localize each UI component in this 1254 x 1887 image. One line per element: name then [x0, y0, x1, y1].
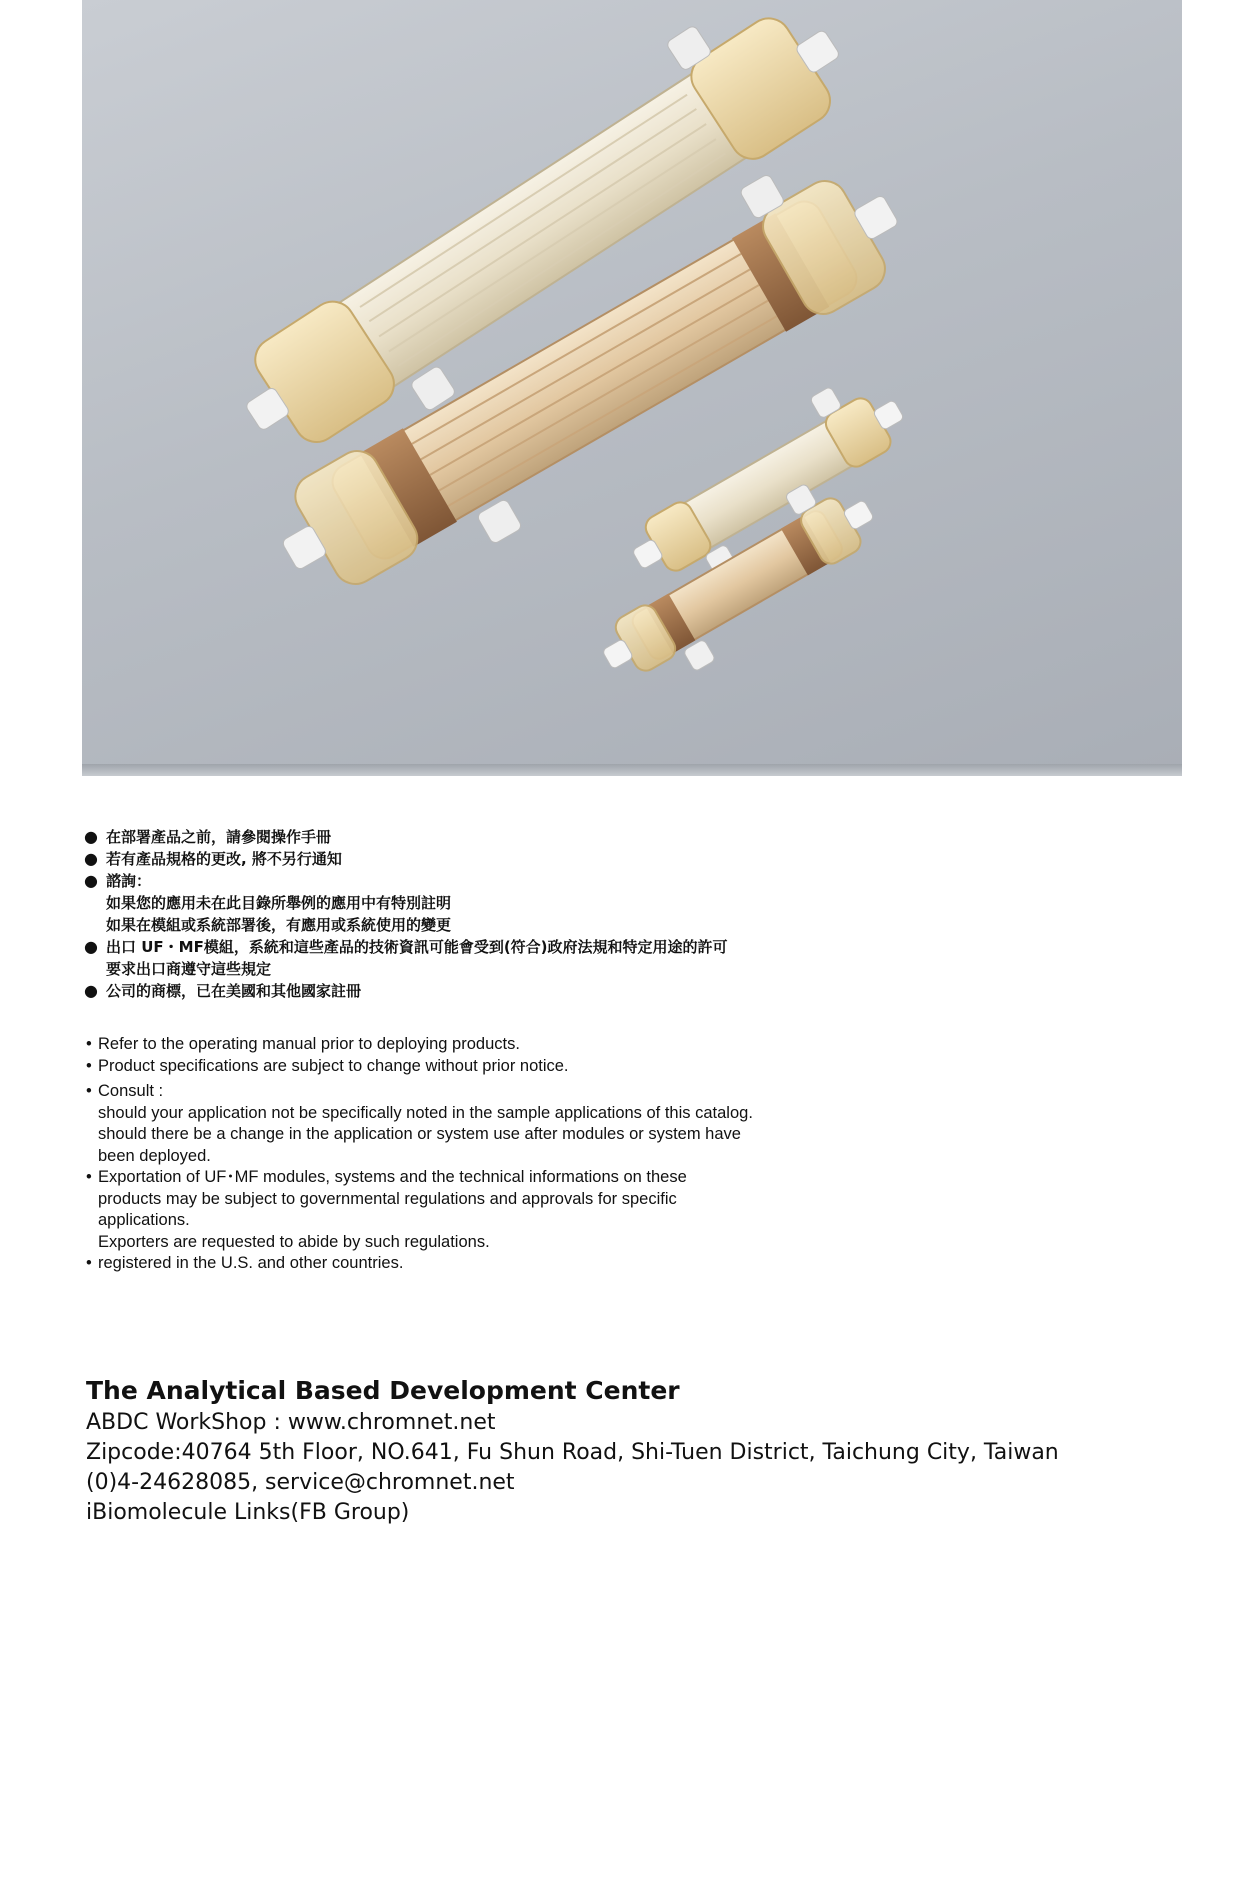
bullet-icon: • — [86, 1168, 92, 1186]
bullet-icon: ● — [84, 849, 98, 868]
zh-note-5: ● 公司的商標，已在美國和其他國家註冊 — [84, 981, 362, 1000]
bullet-icon: ● — [84, 981, 98, 1000]
zh-note-1: ● 在部署產品之前，請參閱操作手冊 — [84, 827, 332, 846]
bullet-icon: ● — [84, 871, 98, 890]
zh-note-4: ● 出口 UF・MF模組，系統和這些產品的技術資訊可能會受到(符合)政府法規和特定用途的許可 — [84, 937, 728, 956]
en-note-2: • Product specifications are subject to change without prior notice. — [86, 1056, 753, 1078]
bullet-icon: • — [86, 1056, 92, 1075]
bullet-icon: • — [86, 1082, 92, 1100]
workshop-line: ABDC WorkShop : www.chromnet.net — [86, 1410, 496, 1435]
zh-note-3: ● 諮詢： — [84, 871, 152, 890]
chinese-notes — [84, 826, 728, 1002]
contact-footer — [86, 1374, 1059, 1528]
zh-note-3-sub-2: 如果在模組或系統部署後，有應用或系統使用的變更 — [106, 916, 452, 934]
photo-bottom-edge — [82, 764, 1182, 776]
address-line: Zipcode:40764 5th Floor, NO.641, Fu Shun Road, Shi-Tuen District, Taichung City, Taiwan — [86, 1440, 1059, 1465]
en-note-3-sub-3: been deployed. — [98, 1146, 211, 1165]
bullet-icon: • — [86, 1254, 92, 1272]
organization-title: The Analytical Based Development Center — [86, 1376, 680, 1405]
en-note-3-sub-2: should there be a change in the application or system use after modules or system have — [98, 1125, 741, 1143]
en-note-4: • Exportation of UF･MF modules, systems and the technical informations on these — [86, 1167, 753, 1189]
english-notes — [86, 1034, 753, 1275]
bullet-icon: ● — [84, 937, 98, 956]
product-photo — [82, 0, 1182, 776]
en-note-5: • registered in the U.S. and other countries. — [86, 1253, 753, 1275]
zh-note-3-sub-1: 如果您的應用未在此目錄所舉例的應用中有特別註明 — [106, 894, 452, 912]
en-note-4-sub-1: products may be subject to governmental regulations and approvals for specific — [98, 1189, 677, 1208]
zh-note-4-sub: 要求出口商遵守這些規定 — [106, 960, 272, 978]
en-note-3-sub-1: should your application not be specifically noted in the sample applications of this catalog. — [98, 1103, 753, 1122]
bullet-icon: • — [86, 1035, 92, 1053]
en-note-4-sub-2: applications. — [98, 1211, 190, 1229]
zh-note-2: ● 若有產品規格的更改, 將不另行通知 — [84, 849, 342, 868]
group-line: iBiomolecule Links(FB Group) — [86, 1500, 410, 1525]
en-note-1: • Refer to the operating manual prior to deploying products. — [86, 1034, 753, 1056]
en-note-4-sub-3: Exporters are requested to abide by such regulations. — [98, 1232, 490, 1251]
en-note-3: • Consult : — [86, 1081, 753, 1103]
bullet-icon: ● — [84, 827, 98, 846]
contact-line: (0)4-24628085, service@chromnet.net — [86, 1470, 515, 1495]
hollow-fiber-modules-icon — [82, 0, 1182, 776]
